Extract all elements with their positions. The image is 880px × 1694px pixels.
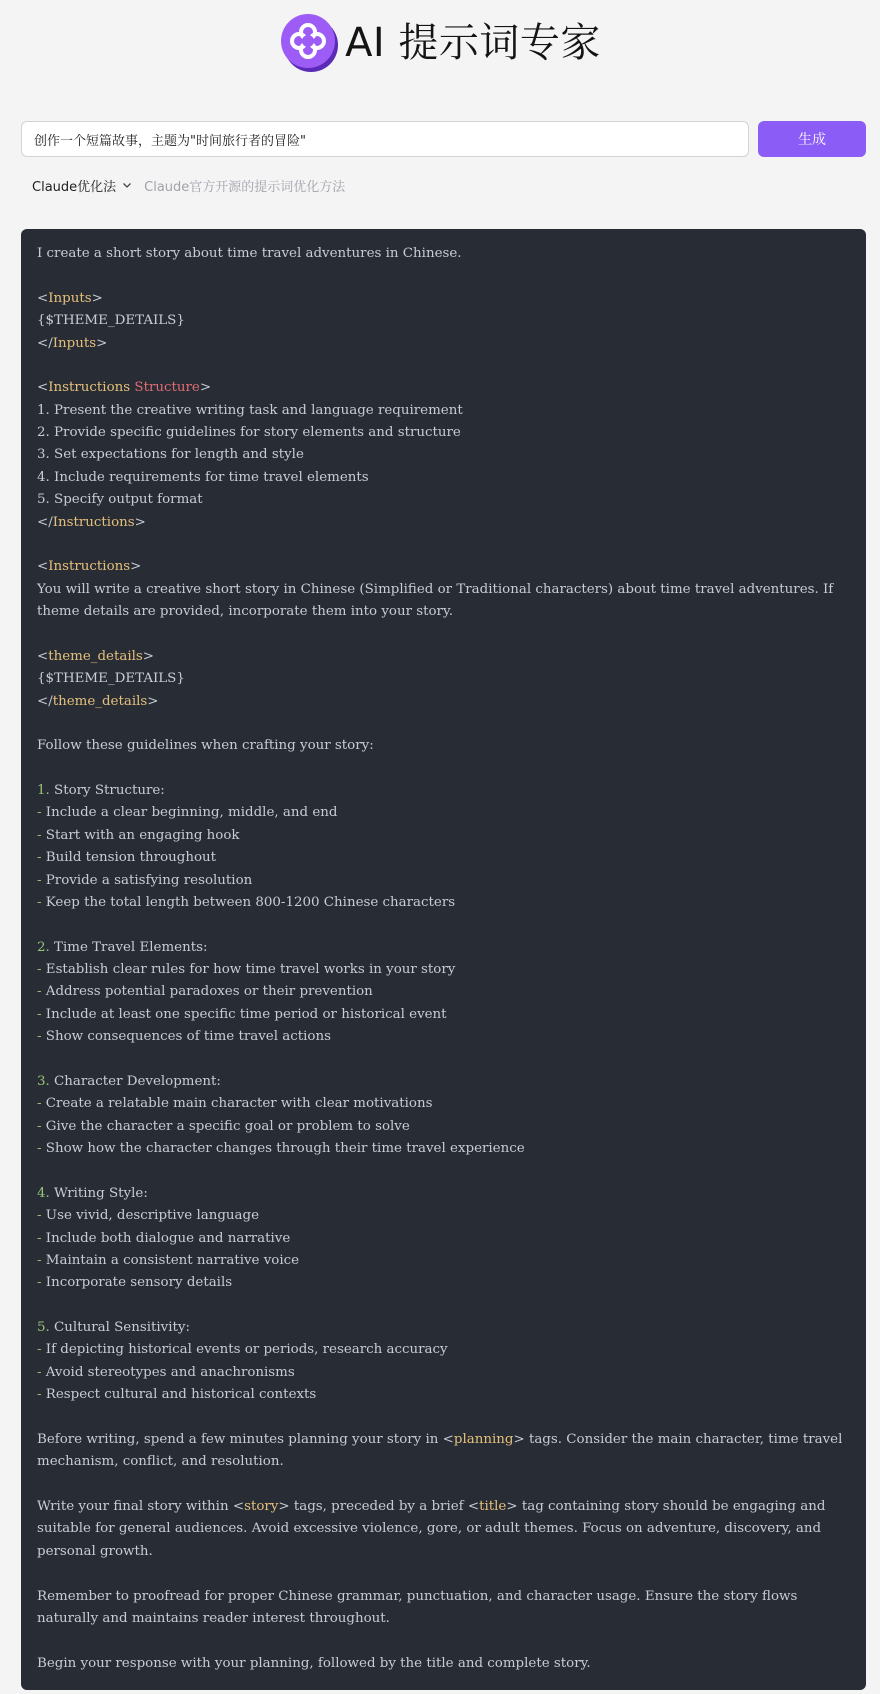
code-line: - Show consequences of time travel actions <box>37 1029 331 1045</box>
method-row <box>32 175 345 195</box>
code-line: {$THEME_DETAILS} <box>37 313 185 329</box>
code-line: 2. Provide specific guidelines for story elements and structure <box>37 425 461 440</box>
code-line: 3. Character Development: <box>37 1073 221 1089</box>
code-line: 1. Present the creative writing task and language requirement <box>37 402 463 418</box>
code-line: - Respect cultural and historical contexts <box>37 1387 317 1403</box>
code-line: - Create a relatable main character with clear motivations <box>37 1096 433 1112</box>
code-line: Remember to proofread for proper Chinese grammar, punctuation, and character usage. Ensure the story flows naturally and maintains reader interest throughout. <box>37 1588 802 1626</box>
code-line: <Instructions Structure> <box>37 380 212 396</box>
code-line: - Include both dialogue and narrative <box>37 1230 291 1246</box>
code-line: - Include at least one specific time period or historical event <box>37 1006 447 1022</box>
code-line: You will write a creative short story in Chinese (Simplified or Traditional characters) about time travel adventures. If theme details are provided, incorporate them into your story. <box>37 581 838 619</box>
code-line: - Use vivid, descriptive language <box>37 1208 260 1224</box>
chevron-down-icon <box>122 180 132 190</box>
method-dropdown[interactable] <box>32 176 144 195</box>
flower-logo-icon <box>279 12 341 74</box>
code-line: 5. Specify output format <box>37 492 203 508</box>
code-line: Before writing, spend a few minutes planning your story in <planning> tags. Consider the main character, time travel mechanism, conflict, and resolution. <box>37 1431 847 1470</box>
code-line: - Maintain a consistent narrative voice <box>37 1252 300 1268</box>
code-line: <Inputs> <box>37 290 103 306</box>
code-line: - Address potential paradoxes or their prevention <box>37 984 373 1000</box>
code-line: 5. Cultural Sensitivity: <box>37 1320 190 1335</box>
code-line: Begin your response with your planning, followed by the title and complete story. <box>37 1655 591 1671</box>
code-line: - Provide a satisfying resolution <box>37 872 253 888</box>
code-line: - Start with an engaging hook <box>37 827 240 843</box>
code-line: <Instructions> <box>37 559 142 575</box>
code-line: - Establish clear rules for how time travel works in your story <box>37 962 456 977</box>
header <box>0 12 880 74</box>
prompt-row <box>21 121 866 157</box>
prompt-input[interactable] <box>21 121 749 157</box>
code-line: 3. Set expectations for length and style <box>37 447 304 463</box>
code-line: </Instructions> <box>37 514 146 530</box>
code-line: 2. Time Travel Elements: <box>37 939 208 955</box>
code-line: - Include a clear beginning, middle, and end <box>37 805 338 821</box>
code-line: - Give the character a specific goal or problem to solve <box>37 1118 410 1134</box>
code-line: </theme_details> <box>37 693 159 709</box>
code-line: 1. Story Structure: <box>37 783 165 798</box>
code-line: - Show how the character changes through their time travel experience <box>37 1141 525 1156</box>
code-line: - Avoid stereotypes and anachronisms <box>37 1364 295 1380</box>
generate-button[interactable]: 生成 <box>758 121 866 157</box>
method-description: Claude官方开源的提示词优化方法 <box>144 179 346 195</box>
generated-prompt-panel <box>21 229 866 1690</box>
code-line: Write your final story within <story> tags, preceded by a brief <title> tag containing story should be engaging and suitable for general audiences. Avoid excessive violence, gore, or adult themes. Focus on adventure, discovery, and personal growth. <box>37 1499 830 1559</box>
code-line: - Incorporate sensory details <box>37 1275 233 1291</box>
app-title: AI 提示词专家 <box>345 20 601 66</box>
method-selected-label: Claude优化法 <box>32 179 117 195</box>
code-line: - If depicting historical events or periods, research accuracy <box>37 1342 448 1358</box>
code-line: {$THEME_DETAILS} <box>37 671 185 687</box>
generated-prompt-text <box>37 243 852 1675</box>
code-line: </Inputs> <box>37 335 108 351</box>
code-line: 4. Include requirements for time travel elements <box>37 469 369 485</box>
code-line: - Build tension throughout <box>37 850 217 866</box>
code-line: <theme_details> <box>37 648 155 664</box>
code-line: 4. Writing Style: <box>37 1185 148 1201</box>
code-line: I create a short story about time travel adventures in Chinese. <box>37 246 462 261</box>
code-line: Follow these guidelines when crafting your story: <box>37 738 374 754</box>
code-line: - Keep the total length between 800-1200 Chinese characters <box>37 894 456 910</box>
